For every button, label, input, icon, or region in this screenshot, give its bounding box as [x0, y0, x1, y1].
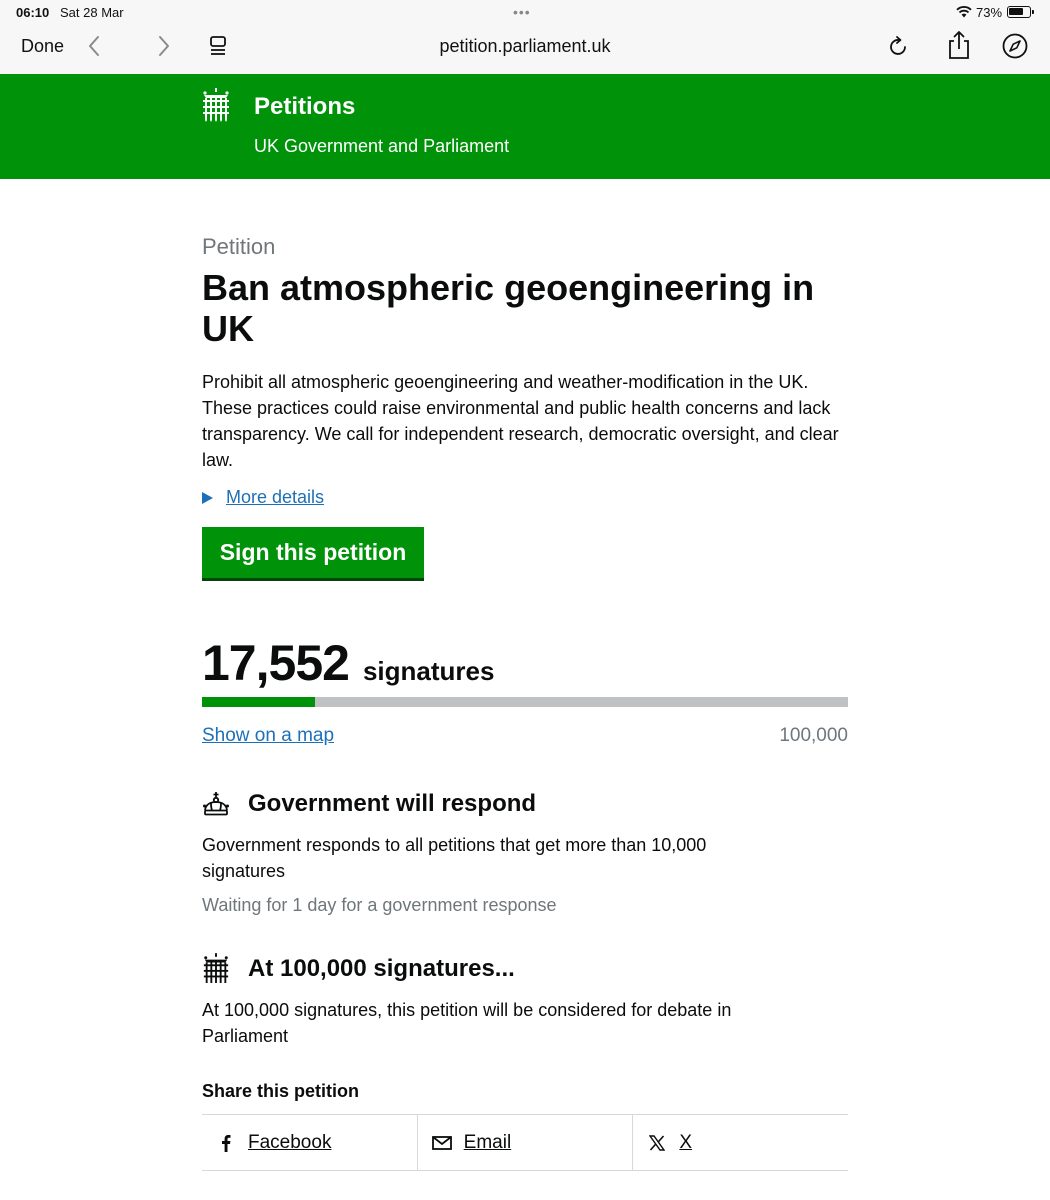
- signature-label: signatures: [362, 656, 495, 686]
- status-time: 06:10: [16, 5, 50, 20]
- government-response-text: Government responds to all petitions that get more than 10,000 signatures: [202, 835, 707, 881]
- petition-title: Ban atmospheric geoengineering in UK: [202, 267, 815, 349]
- site-header: [0, 74, 1050, 179]
- back-icon[interactable]: [86, 34, 102, 58]
- debate-threshold-text: At 100,000 signatures, this petition will be considered for debate in Parliament: [202, 1000, 732, 1046]
- battery-icon: [1007, 6, 1031, 18]
- multitasking-dots-icon[interactable]: •••: [513, 4, 531, 20]
- debate-threshold-heading: [202, 952, 515, 986]
- signature-progress-fill: [202, 697, 315, 707]
- government-response-status: Waiting for 1 day for a government response: [202, 895, 557, 915]
- forward-icon[interactable]: [156, 34, 172, 58]
- petition-summary: Prohibit all atmospheric geoengineering and weather-modification in the UK. These practices could raise environmental and public health concerns and lack transparency. We call for independent research, democratic oversight, and clear law.: [202, 372, 839, 470]
- share-email[interactable]: [418, 1115, 634, 1170]
- disclosure-triangle-icon: [202, 492, 213, 504]
- share-x-label[interactable]: X: [679, 1131, 693, 1153]
- site-brand-link[interactable]: Petitions: [254, 93, 356, 120]
- share-facebook-label[interactable]: Facebook: [248, 1131, 332, 1153]
- signature-progress-bar: [202, 697, 848, 707]
- sign-petition-button[interactable]: Sign this petition: [202, 527, 424, 578]
- debate-threshold-title: At 100,000 signatures...: [248, 955, 515, 982]
- browser-toolbar: [0, 24, 1050, 74]
- reload-icon[interactable]: [887, 35, 911, 59]
- signature-goal: 100,000: [779, 725, 848, 746]
- share-facebook[interactable]: [202, 1115, 418, 1170]
- battery-percentage: 73%: [976, 5, 1003, 20]
- signature-number: 17,552: [202, 635, 349, 691]
- facebook-icon: [216, 1134, 236, 1152]
- site-subtitle: UK Government and Parliament: [254, 136, 510, 156]
- share-email-label[interactable]: Email: [463, 1131, 512, 1153]
- url-bar[interactable]: petition.parliament.uk: [439, 36, 611, 56]
- wifi-icon: [956, 6, 972, 21]
- share-list: [202, 1114, 848, 1171]
- status-date: Sat 28 Mar: [60, 5, 124, 20]
- crown-icon: [202, 791, 230, 817]
- done-button[interactable]: Done: [21, 36, 65, 56]
- government-response-heading: [202, 790, 536, 818]
- show-on-map-link[interactable]: Show on a map: [202, 725, 335, 746]
- share-title: Share this petition: [202, 1081, 360, 1101]
- more-details-toggle[interactable]: [202, 487, 324, 508]
- petition-eyebrow: Petition: [202, 234, 276, 259]
- government-response-title: Government will respond: [248, 790, 537, 817]
- share-icon[interactable]: [946, 30, 972, 60]
- portcullis-logo-icon[interactable]: [201, 88, 231, 127]
- compass-icon[interactable]: [1001, 32, 1029, 60]
- portcullis-icon: [202, 952, 230, 986]
- email-icon: [432, 1136, 452, 1150]
- status-bar: [0, 0, 1050, 24]
- share-x[interactable]: [633, 1115, 848, 1170]
- more-details-link[interactable]: More details: [226, 487, 325, 507]
- x-icon: [647, 1135, 667, 1151]
- reader-icon[interactable]: [208, 35, 230, 57]
- signature-count: [202, 634, 494, 692]
